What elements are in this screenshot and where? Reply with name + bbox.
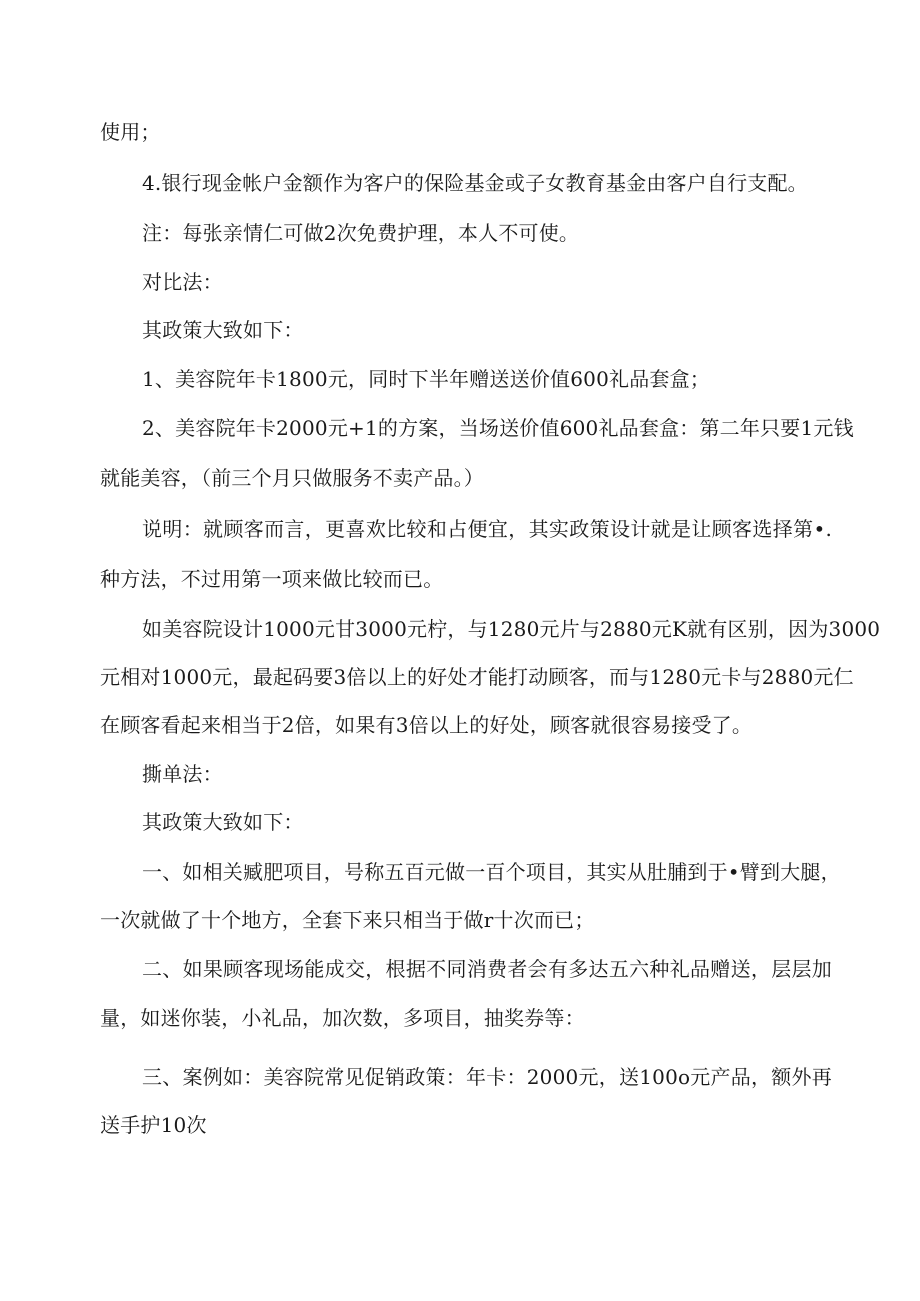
section-heading: 对比法： (142, 270, 223, 294)
paragraph-line: 就能美容，（前三个月只做服务不卖产品。） (100, 466, 484, 490)
paragraph-line: 一次就做了十个地方，全套下来只相当于做r十次而已； (100, 908, 595, 932)
paragraph-line: 种方法，不过用第一项来做比较而已。 (100, 567, 444, 591)
paragraph-line: 说明：就顾客而言，更喜欢比较和占便宜，其实政策设计就是让顾客选择第•. (142, 517, 832, 541)
paragraph-line: 量，如迷你装，小礼品，加次数，多项目，抽奖券等： (100, 1006, 585, 1030)
paragraph-line: 注：每张亲情仁可做2次免费护理，本人不可使。 (142, 221, 580, 245)
paragraph-line: 如美容院设计1000元甘3000元柠，与1280元片与2880元K就有区别，因为3000 (142, 617, 881, 641)
paragraph-line: 4.银行现金帐户金额作为客户的保险基金或子女教育基金由客户自行支配。 (142, 171, 808, 195)
paragraph-line: 1、美容院年卡1800元，同时下半年赠送送价值600礼品套盒； (142, 367, 710, 391)
paragraph-line: 送手护10次 (100, 1113, 207, 1137)
paragraph-line: 其政策大致如下： (142, 810, 304, 834)
paragraph-line: 元相对1000元，最起码要3倍以上的好处才能打动顾客，而与1280元卡与2880元仁 (100, 665, 854, 689)
paragraph-line: 使用； (100, 120, 161, 144)
paragraph-line: 2、美容院年卡2000元+1的方案，当场送价值600礼品套盒：第二年只要1元钱 (142, 416, 854, 440)
paragraph-line: 二、如果顾客现场能成交，根据不同消费者会有多达五六种礼品赠送，层层加 (142, 957, 832, 981)
paragraph-line: 一、如相关臧肥项目，号称五百元做一百个项目，其实从肚脯到于•臂到大腿， (142, 860, 841, 884)
section-heading: 撕单法： (142, 762, 223, 786)
paragraph-line: 在顾客看起来相当于2倍，如果有3倍以上的好处，顾客就很容易接受了。 (100, 713, 753, 737)
paragraph-line: 三、案例如：美容院常见促销政策：年卡：2000元，送100o元产品，额外再 (142, 1065, 832, 1089)
paragraph-line: 其政策大致如下： (142, 318, 304, 342)
